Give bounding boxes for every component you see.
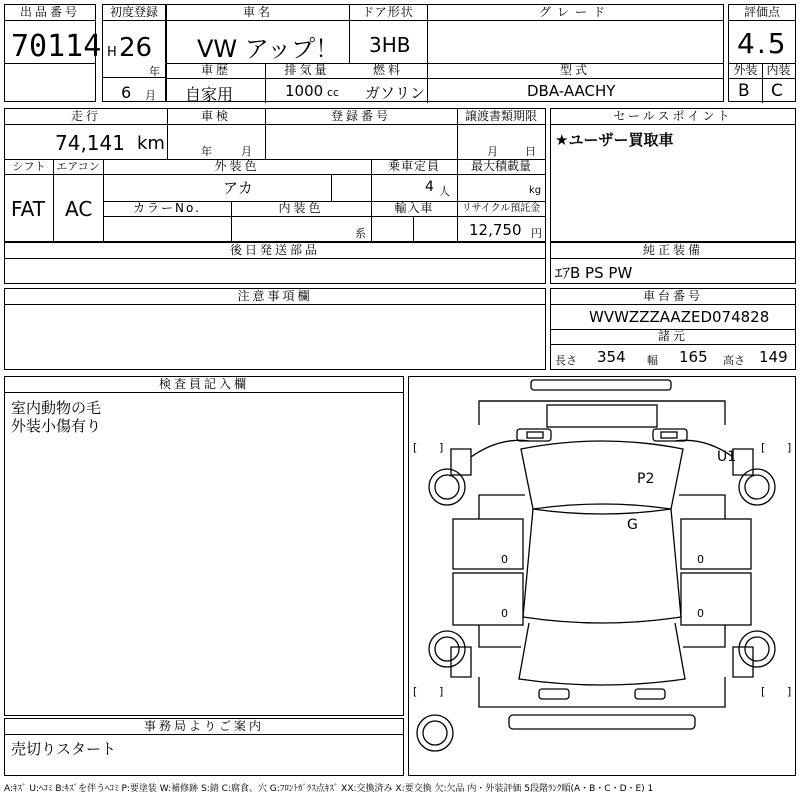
- fuel-value: ガソリン: [365, 84, 426, 102]
- displacement-label: 排気量: [265, 63, 349, 79]
- first-registration-label: 初度登録: [103, 5, 165, 21]
- fuel-label: 燃料: [349, 63, 427, 79]
- length-value: 354: [597, 348, 626, 366]
- recycle-label: リサイクル預託金: [457, 201, 545, 217]
- length-label: 長さ: [555, 354, 577, 367]
- transfer-month-unit: 月: [487, 145, 498, 158]
- first-registration-year-unit: 年: [149, 65, 160, 78]
- damage-mark-u1: U1: [717, 449, 737, 465]
- damage-mark-p2: P2: [637, 471, 655, 487]
- sales-point-value: ★ユーザー買取車: [555, 131, 674, 149]
- car-diagram: [409, 377, 795, 775]
- car-name-value: VW アップ！: [197, 35, 340, 63]
- max-load-unit: kg: [529, 185, 542, 196]
- exterior-grade-label: 外装: [729, 63, 762, 79]
- recycle-unit: 円: [531, 227, 542, 240]
- notes-label: 注意事項欄: [5, 289, 545, 305]
- door-value: 3HB: [369, 33, 411, 57]
- score-value: 4.5: [737, 27, 788, 60]
- svg-text:[: [: [761, 685, 766, 698]
- sales-point-label: セールスポイント: [551, 109, 795, 125]
- grade-label: グレード: [427, 5, 723, 21]
- later-parts-box: [4, 242, 546, 284]
- later-parts-label: 後日発送部品: [5, 243, 545, 259]
- damage-mark-g: G: [627, 517, 638, 533]
- aircon-value: AC: [65, 197, 93, 221]
- svg-text:0: 0: [501, 553, 508, 566]
- width-value: 165: [679, 348, 708, 366]
- svg-text:]: ]: [787, 685, 792, 698]
- height-label: 高さ: [723, 354, 745, 367]
- inspector-line-2: 外装小傷有り: [11, 417, 102, 435]
- shift-label: シフト: [5, 159, 53, 175]
- first-registration-era: H: [107, 45, 117, 60]
- inspection-year-unit: 年: [201, 145, 212, 158]
- exterior-color-value: アカ: [223, 179, 253, 197]
- door-label: ドア形状: [349, 5, 427, 21]
- score-label: 評価点: [729, 5, 795, 21]
- lot-number-value: 70114: [11, 29, 102, 64]
- office-label: 事務局よりご案内: [5, 719, 403, 735]
- svg-text:0: 0: [697, 607, 704, 620]
- inspector-box: [4, 376, 404, 716]
- interior-color-suffix: 系: [355, 227, 366, 240]
- history-value: 自家用: [185, 85, 234, 104]
- vehicle-info-box: [166, 4, 724, 102]
- svg-text:[: [: [413, 685, 418, 698]
- width-label: 幅: [647, 354, 658, 367]
- aircon-label: エアコン: [53, 159, 103, 175]
- chassis-value: WVWZZZAAZED074828: [589, 308, 770, 326]
- interior-grade-label: 内装: [762, 63, 795, 79]
- first-registration-year: 26: [119, 33, 153, 63]
- shift-value: FAT: [11, 197, 46, 221]
- transfer-day-unit: 日: [525, 145, 536, 158]
- mileage-value: 74,141: [55, 131, 125, 155]
- import-label: 輸入車: [371, 201, 457, 217]
- exterior-color-label: 外装色: [103, 159, 371, 175]
- inspector-line-1: 室内動物の毛: [11, 399, 102, 417]
- displacement-value: 1000: [285, 82, 324, 100]
- legend-text: A:ｷｽﾞ U:ﾍｺﾐ B:ｷｽﾞを伴うﾍｺﾐ P:要塗装 W:補修跡 S:錆 C:腐食、穴 G:ﾌﾛﾝﾄｶﾞﾗｽ点ｷｽﾞ XX:交換済み X:要交換 欠:欠品 内・外装評価 5段階ﾗﾝｸ順(A・B・C・D・E) 1: [4, 784, 654, 794]
- mileage-unit: km: [137, 133, 165, 154]
- svg-text:]: ]: [439, 685, 444, 698]
- max-load-label: 最大積載量: [457, 159, 545, 175]
- mileage-label: 走行: [5, 109, 167, 125]
- capacity-unit: 人: [439, 185, 450, 198]
- notes-box: [4, 288, 546, 370]
- office-value: 売切りスタート: [11, 740, 117, 758]
- first-registration-month: 6: [121, 83, 132, 102]
- model-label: 型式: [427, 63, 723, 79]
- inspection-month-unit: 月: [241, 145, 252, 158]
- genuine-equipment-value: ｴｱB PS PW: [555, 264, 633, 282]
- color-no-label: カラーNo.: [103, 201, 231, 217]
- displacement-unit: cc: [327, 86, 340, 99]
- transfer-deadline-label: 譲渡書類期限: [457, 109, 545, 125]
- first-registration-box: [102, 4, 166, 102]
- chassis-box: [550, 288, 796, 370]
- svg-text:]: ]: [787, 441, 792, 454]
- details-box: [4, 108, 546, 242]
- interior-color-label: 内装色: [231, 201, 371, 217]
- svg-text:[: [: [761, 441, 766, 454]
- car-diagram-box: [408, 376, 796, 776]
- genuine-equipment-label: 純正装備: [551, 243, 795, 259]
- interior-grade-value: C: [771, 81, 783, 101]
- inspector-label: 検査員記入欄: [5, 377, 403, 393]
- reg-number-label: 登録番号: [265, 109, 457, 125]
- exterior-grade-value: B: [738, 81, 750, 101]
- office-box: [4, 718, 404, 776]
- car-name-label: 車名: [167, 5, 349, 21]
- lot-number-box: [4, 4, 102, 102]
- svg-text:0: 0: [501, 607, 508, 620]
- history-label: 車歴: [167, 63, 265, 79]
- recycle-value: 12,750: [469, 221, 522, 239]
- first-registration-month-unit: 月: [145, 89, 156, 102]
- lot-number-label: 出品番号: [5, 5, 95, 21]
- model-value: DBA-AACHY: [527, 82, 616, 100]
- svg-text:0: 0: [697, 553, 704, 566]
- capacity-label: 乗車定員: [371, 159, 457, 175]
- svg-text:]: ]: [439, 441, 444, 454]
- svg-text:[: [: [413, 441, 418, 454]
- capacity-value: 4: [425, 179, 434, 195]
- sales-point-box: [550, 108, 796, 242]
- genuine-equipment-box: [550, 242, 796, 284]
- height-value: 149: [759, 348, 788, 366]
- chassis-label: 車台番号: [551, 289, 795, 305]
- score-box: [728, 4, 796, 102]
- inspection-label: 車検: [167, 109, 265, 125]
- dimensions-label: 諸元: [551, 329, 795, 345]
